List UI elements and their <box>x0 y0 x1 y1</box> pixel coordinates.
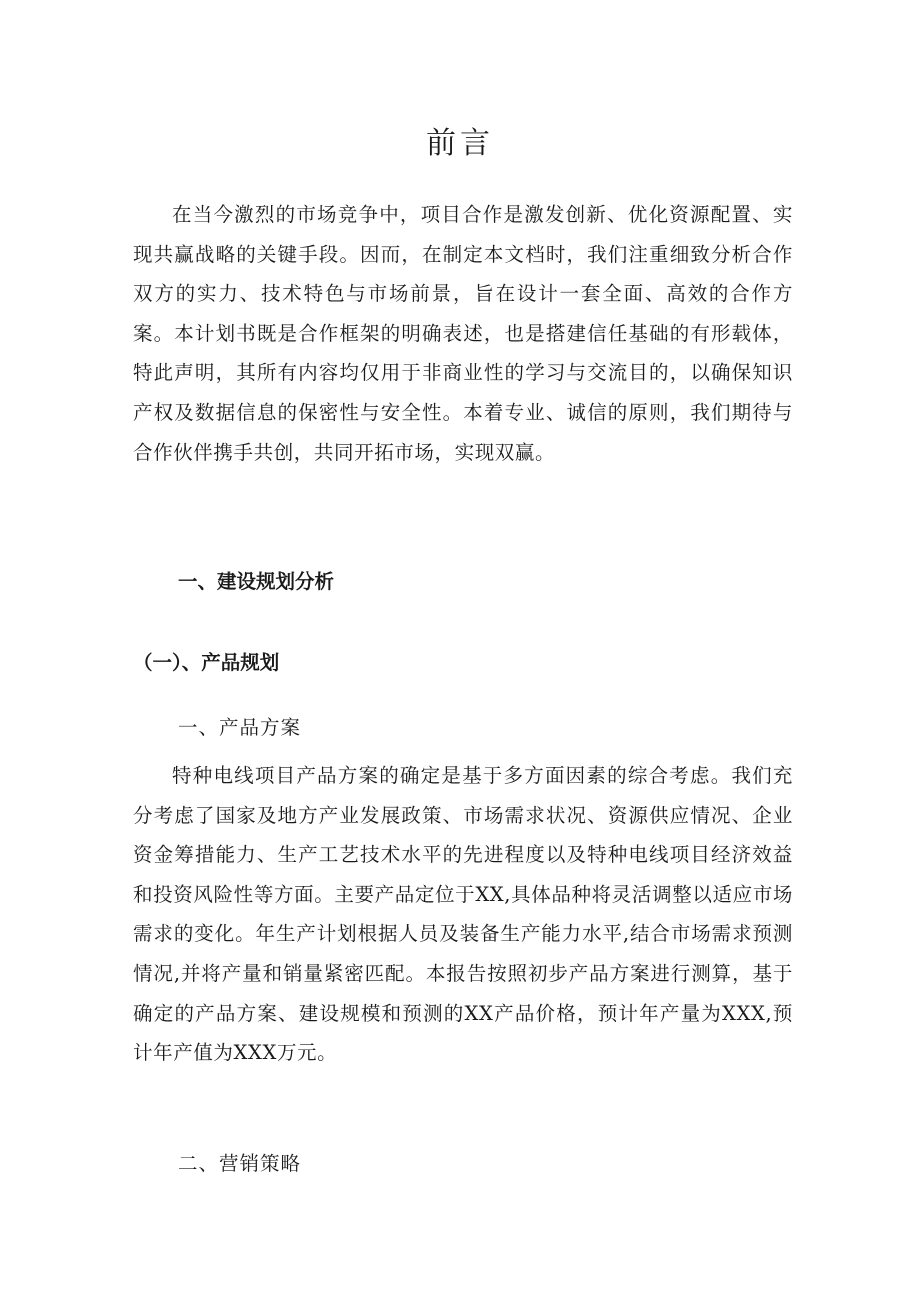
product-plan-paragraph: 特种电线项目产品方案的确定是基于多方面因素的综合考虑。我们充分考虑了国家及地方产业发展政策、市场需求状况、资源供应情况、企业资金筹措能力、生产工艺技术水平的先进程度以及特种电线项目经济效益和投资风险性等方面。主要产品定位于XX,具体品种将灵活调整以适应市场需求的变化。年生产计划根据人员及装备生产能力水平,结合市场需求预测情况,并将产量和销量紧密匹配。本报告按照初步产品方案进行测算，基于确定的产品方案、建设规模和预测的XX产品价格，预计年产量为XXX,预计年产值为XXX万元。 <box>133 764 793 1065</box>
item-heading-product-plan: 一、产品方案 <box>178 716 302 739</box>
section-heading-construction-planning: 一、建设规划分析 <box>178 570 335 593</box>
item-heading-marketing-strategy: 二、营销策略 <box>178 1152 302 1175</box>
intro-paragraph: 在当今激烈的市场竞争中，项目合作是激发创新、优化资源配置、实现共赢战略的关键手段。因而，在制定本文档时，我们注重细致分析合作双方的实力、技术特色与市场前景，旨在设计一套全面、高效的合作方案。本计划书既是合作框架的明确表述，也是搭建信任基础的有形载体，特此声明，其所有内容均仅用于非商业性的学习与交流目的，以确保知识产权及数据信息的保密性与安全性。本着专业、诚信的原则，我们期待与合作伙伴携手共创，共同开拓市场，实现双赢。 <box>133 203 793 464</box>
subsection-heading-product-planning: （一）、产品规划 <box>133 651 280 674</box>
page-title: 前言 <box>426 126 494 161</box>
